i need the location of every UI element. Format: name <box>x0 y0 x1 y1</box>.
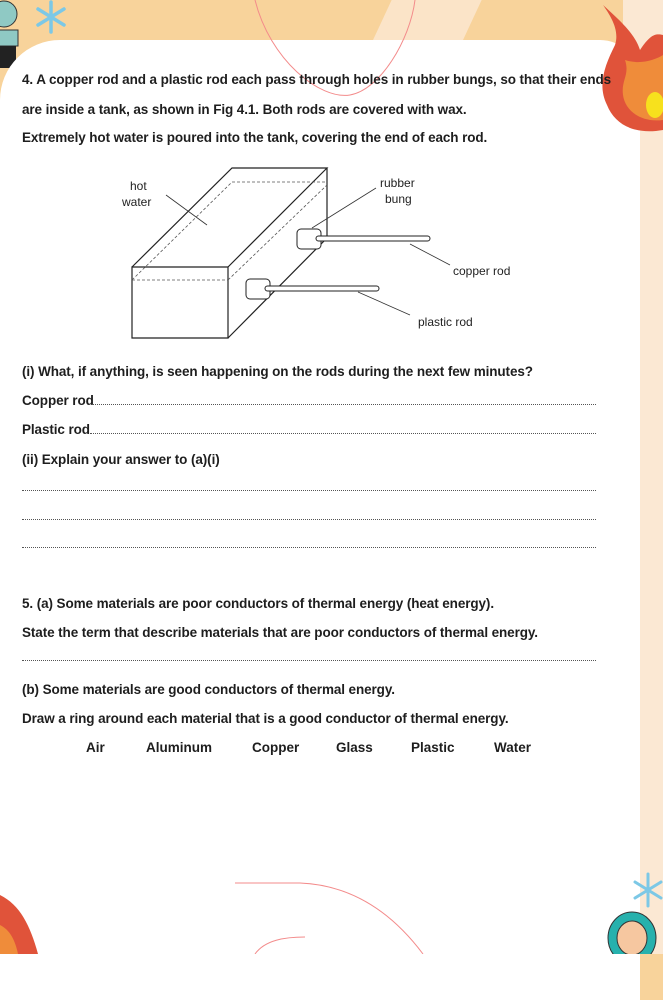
plastic-rod-answer-line[interactable] <box>90 433 596 434</box>
q5-a-answer-line[interactable] <box>22 660 596 661</box>
q5-part-a-instruction: State the term that describe materials that are poor conductors of thermal energy. <box>22 625 538 640</box>
explain-answer-line-1[interactable] <box>22 490 596 491</box>
label-hot: hot <box>130 179 147 193</box>
label-bung: bung <box>385 192 412 206</box>
q4-part-ii: (ii) Explain your answer to (a)(i) <box>22 452 220 467</box>
q4-intro-line1: 4. A copper rod and a plastic rod each pass through holes in rubber bungs, so that their ends <box>22 72 612 87</box>
flame-icon <box>595 5 663 135</box>
q5-part-b-instruction: Draw a ring around each material that is a good conductor of thermal energy. <box>22 711 509 726</box>
label-copper-rod: copper rod <box>453 264 511 278</box>
q4-intro-line3: Extremely hot water is poured into the tank, covering the end of each rod. <box>22 130 488 145</box>
plastic-rod <box>246 279 379 299</box>
snowflake-icon <box>34 0 68 34</box>
material-plastic[interactable]: Plastic <box>411 740 455 755</box>
explain-answer-line-3[interactable] <box>22 547 596 548</box>
cold-child-icon-bottom <box>598 908 663 954</box>
fig-4-1-diagram <box>100 160 540 350</box>
q5-part-b: (b) Some materials are good conductors of thermal energy. <box>22 682 395 697</box>
q5-part-a: 5. (a) Some materials are poor conductors of thermal energy (heat energy). <box>22 596 494 611</box>
q4-intro-line2: are inside a tank, as shown in Fig 4.1. Both rods are covered with wax. <box>22 102 467 117</box>
q4-part-i: (i) What, if anything, is seen happening on the rods during the next few minutes? <box>22 364 533 379</box>
tank-front <box>132 267 228 338</box>
flame-icon-bottom <box>0 895 40 954</box>
decorative-loop-bottom <box>230 880 430 954</box>
copper-rod-answer-line[interactable] <box>92 404 596 405</box>
label-rubber: rubber <box>380 176 415 190</box>
copper-rod-label: Copper rod <box>22 393 94 408</box>
material-copper[interactable]: Copper <box>252 740 300 755</box>
label-plastic-rod: plastic rod <box>418 315 473 329</box>
material-air[interactable]: Air <box>86 740 105 755</box>
explain-answer-line-2[interactable] <box>22 519 596 520</box>
material-glass[interactable]: Glass <box>336 740 373 755</box>
plastic-rod-label: Plastic rod <box>22 422 90 437</box>
copper-rod <box>297 229 430 249</box>
snowflake-icon-bottom <box>632 870 663 910</box>
material-water[interactable]: Water <box>494 740 532 755</box>
label-water: water <box>122 195 152 209</box>
material-aluminum[interactable]: Aluminum <box>146 740 212 755</box>
